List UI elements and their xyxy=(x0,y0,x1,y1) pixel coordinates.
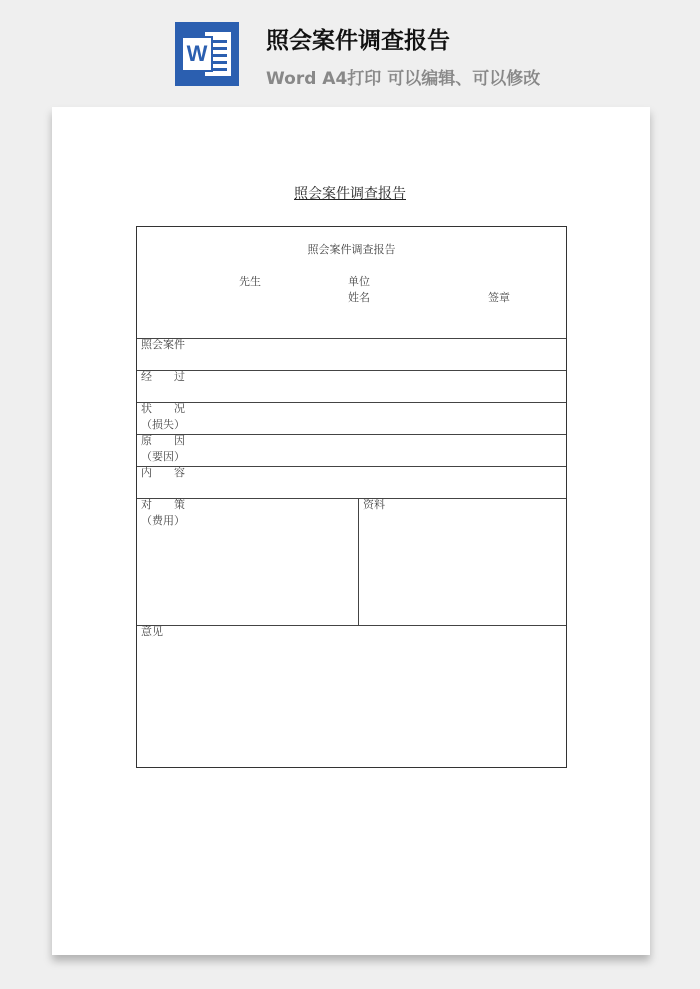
column-divider xyxy=(358,498,359,625)
row-sublabel: （要因） xyxy=(141,450,185,463)
sign-label: 签章 xyxy=(488,291,510,304)
row-divider xyxy=(137,402,566,403)
document-title xyxy=(0,183,700,203)
row-divider xyxy=(137,434,566,435)
table-heading: 照会案件调查报告 xyxy=(307,243,396,256)
word-logo-icon xyxy=(175,22,239,86)
row-label: 状 况 xyxy=(141,402,185,415)
opinion-label: 意见 xyxy=(141,625,163,638)
row-label: 经 过 xyxy=(141,370,185,383)
row-sublabel: （费用） xyxy=(141,514,185,527)
row-label: 照会案件 xyxy=(141,338,185,351)
row-label: 原 因 xyxy=(141,434,185,447)
row-divider xyxy=(137,625,566,626)
logo-letter: W xyxy=(183,38,211,70)
name-label: 姓名 xyxy=(348,291,370,304)
header-title: 照会案件调查报告 xyxy=(266,28,450,54)
row-label: 内 容 xyxy=(141,466,185,479)
material-label: 资料 xyxy=(363,498,385,511)
mr-label: 先生 xyxy=(239,275,261,288)
header-subtitle: Word A4打印 可以编辑、可以修改 xyxy=(266,69,541,89)
row-divider xyxy=(137,338,566,339)
row-sublabel: （损失） xyxy=(141,418,185,431)
row-divider xyxy=(137,466,566,467)
report-table xyxy=(136,226,567,768)
row-label: 对 策 xyxy=(141,498,185,511)
row-divider xyxy=(137,370,566,371)
unit-label: 单位 xyxy=(348,275,370,288)
row-divider xyxy=(137,498,566,499)
document-title-text: 照会案件调查报告 xyxy=(294,186,406,202)
